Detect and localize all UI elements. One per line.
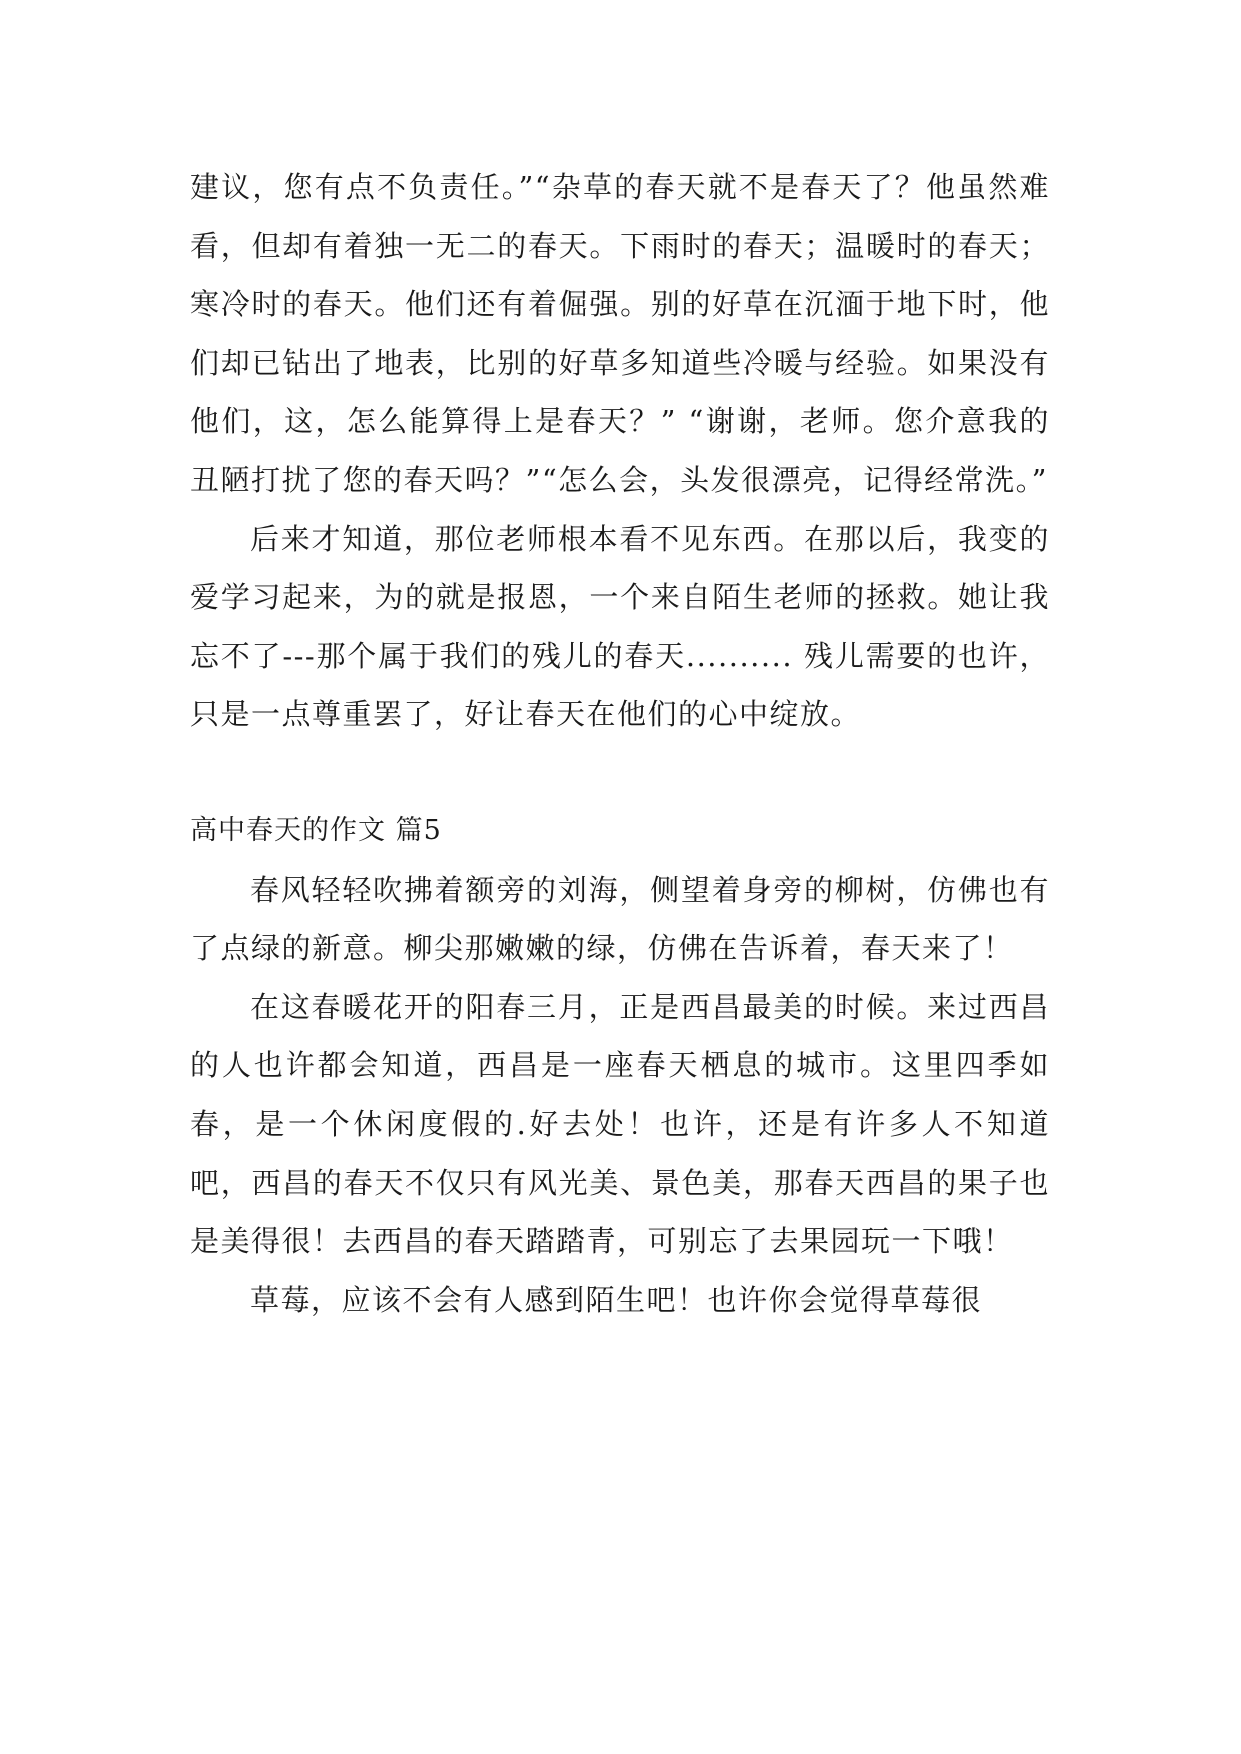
paragraph-teacher-blind: 后来才知道，那位老师根本看不见东西。在那以后，我变的爱学习起来，为的就是报恩，一个来自陌生老师的拯救。她让我忘不了---那个属于我们的残儿的春天.......... 残儿需要的也许，只是一点尊重罢了，好让春天在他们的心中绽放。 xyxy=(190,521,1050,732)
section-heading: 高中春天的作文 篇5 xyxy=(190,814,442,846)
paragraph-teacher-dialogue: 建议，您有点不负责任。”“杂草的春天就不是春天了？他虽然难看，但却有着独一无二的春天。下雨时的春天；温暖时的春天；寒冷时的春天。他们还有着倔强。别的好草在沉湎于地下时，他们却已钻出了地表，比别的好草多知道些冷暖与经验。如果没有他们，这，怎么能算得上是春天？” “谢谢，老师。您介意我的丑陋打扰了您的春天吗？”“怎么会，头发很漂亮，记得经常洗。” xyxy=(190,170,1050,497)
document-body xyxy=(190,158,1050,1329)
paragraph-spring-wind: 春风轻轻吹拂着额旁的刘海，侧望着身旁的柳树，仿佛也有了点绿的新意。柳尖那嫩嫩的绿，仿佛在告诉着，春天来了！ xyxy=(190,872,1050,966)
paragraph-xichang: 在这春暖花开的阳春三月，正是西昌最美的时候。来过西昌的人也许都会知道，西昌是一座春天栖息的城市。这里四季如春，是一个休闲度假的.好去处！也许，还是有许多人不知道吧，西昌的春天不仅只有风光美、景色美，那春天西昌的果子也是美得很！去西昌的春天踏踏青，可别忘了去果园玩一下哦！ xyxy=(190,989,1050,1259)
section-gap xyxy=(190,744,1050,802)
paragraph-strawberry: 草莓，应该不会有人感到陌生吧！也许你会觉得草莓很 xyxy=(250,1282,983,1317)
